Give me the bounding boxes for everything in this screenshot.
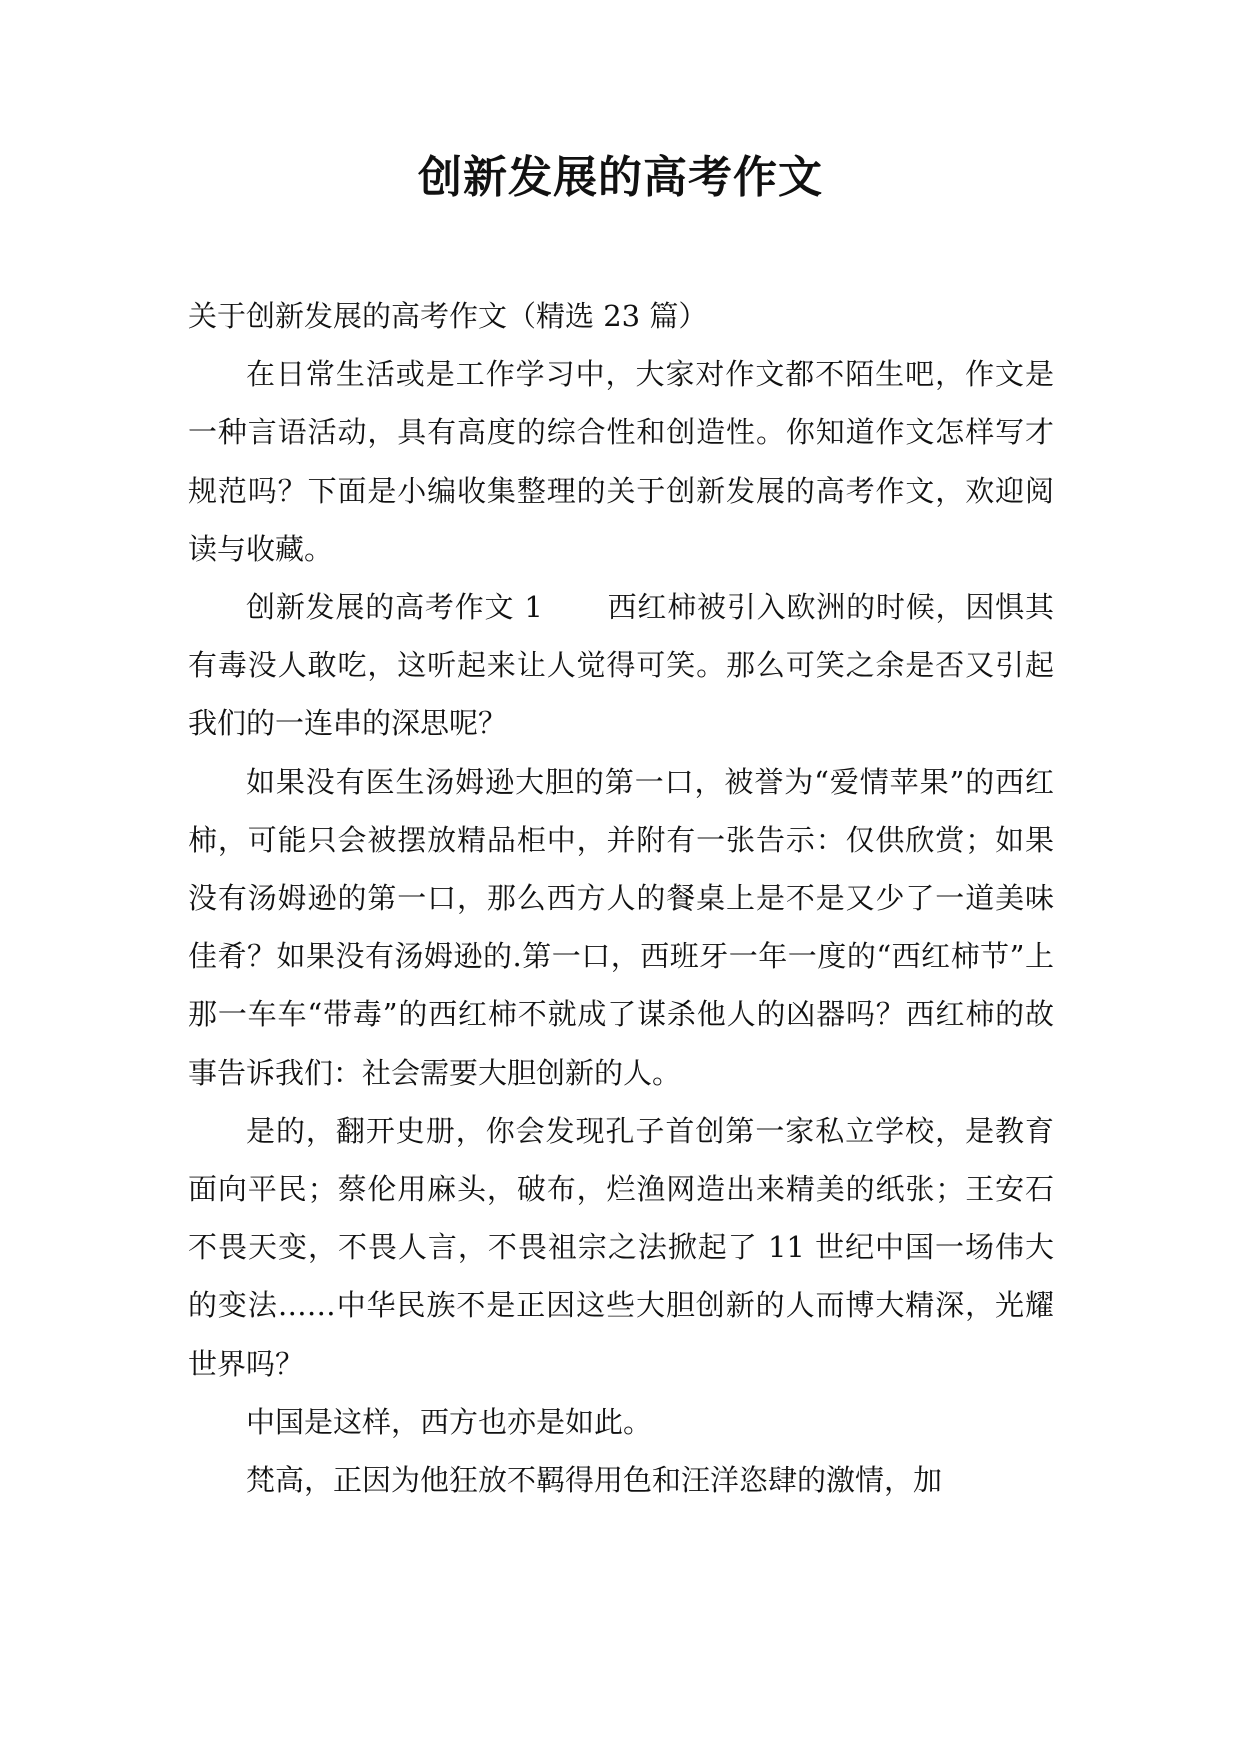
essay-first-text: 西红柿被引入欧洲的时候，因惧其有毒没人敢吃，这听起来让人觉得可笑。那么可笑之余是否又引起我们的一连串的深思呢？: [188, 590, 1054, 741]
essay-paragraph: 是的，翻开史册，你会发现孔子首创第一家私立学校，是教育面向平民；蔡伦用麻头，破布，烂渔网造出来精美的纸张；王安石不畏天变，不畏人言，不畏祖宗之法掀起了 11 世纪中国一场伟大的变法……中华民族不是正因这些大胆创新的人而博大精深，光耀世界吗？: [188, 1113, 1054, 1381]
document-body: [188, 287, 1054, 1509]
intro-paragraph: 在日常生活或是工作学习中，大家对作文都不陌生吧，作文是一种言语活动，具有高度的综合性和创造性。你知道作文怎样写才规范吗？下面是小编收集整理的关于创新发展的高考作文，欢迎阅读与收藏。: [188, 357, 1054, 566]
document-subtitle: 关于创新发展的高考作文（精选 23 篇）: [188, 299, 708, 333]
essay-heading: 创新发展的高考作文 1: [246, 590, 543, 625]
essay-first-paragraph: [188, 578, 1054, 753]
essay-paragraph: 如果没有医生汤姆逊大胆的第一口，被誉为“爱情苹果”的西红柿，可能只会被摆放精品柜中，并附有一张告示：仅供欣赏；如果没有汤姆逊的第一口，那么西方人的餐桌上是不是又少了一道美味佳肴？如果没有汤姆逊的.第一口，西班牙一年一度的“西红柿节”上那一车车“带毒”的西红柿不就成了谋杀他人的凶器吗？西红柿的故事告诉我们：社会需要大胆创新的人。: [188, 764, 1054, 1090]
essay-paragraph: 中国是这样，西方也亦是如此。: [246, 1404, 653, 1439]
essay-paragraph: 梵高，正因为他狂放不羁得用色和汪洋恣肆的激情，加: [246, 1463, 943, 1498]
document-title: 创新发展的高考作文: [418, 152, 823, 203]
